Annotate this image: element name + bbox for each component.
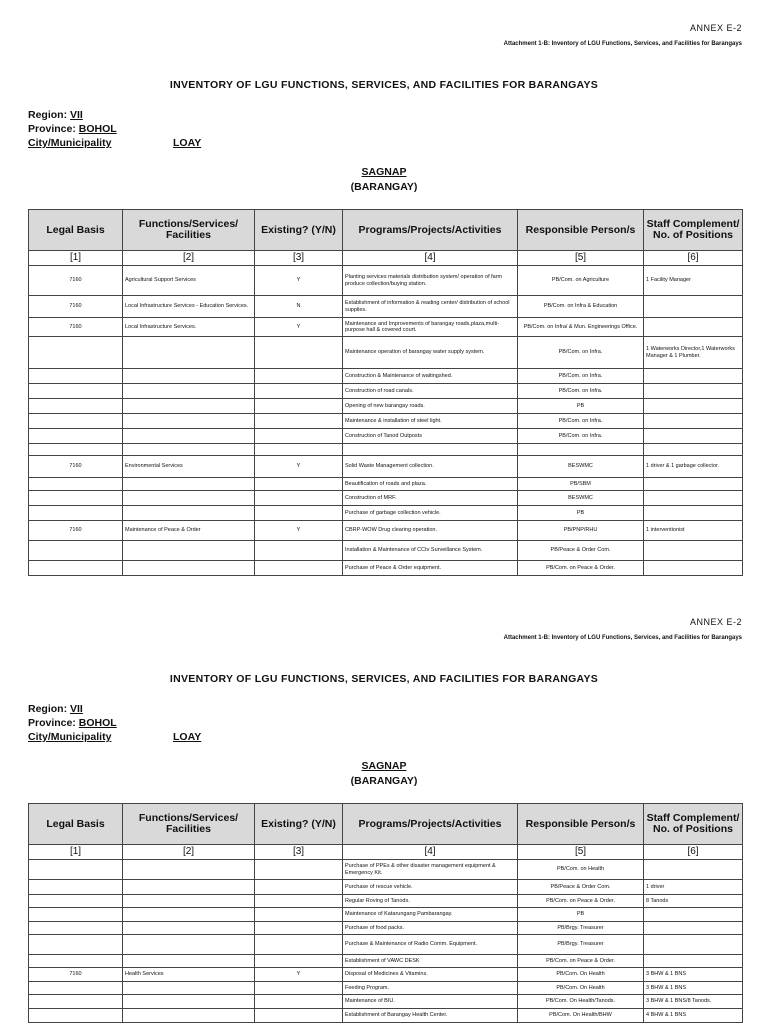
table-row [29, 935, 743, 955]
legal-basis-cell [29, 399, 123, 414]
existing-cell [255, 935, 343, 955]
existing-cell [255, 908, 343, 922]
column-number: [3] [255, 251, 343, 266]
responsible-cell: BESWMC [518, 456, 644, 478]
table-row [29, 369, 743, 384]
function-cell [123, 982, 255, 995]
table-row [29, 399, 743, 414]
responsible-cell: PB [518, 506, 644, 521]
legal-basis-cell: 7160 [29, 968, 123, 982]
legal-basis-cell [29, 491, 123, 506]
responsible-cell: PB/Com. On Health/BHW [518, 1009, 644, 1023]
responsible-cell: PB/Com. on Infra. [518, 369, 644, 384]
province-label: Province: [28, 123, 76, 135]
responsible-cell: PB/Brgy. Treasurer [518, 922, 644, 935]
responsible-cell: PB [518, 399, 644, 414]
province-value: BOHOL [78, 123, 117, 135]
responsible-cell: PB/Com. On Health [518, 968, 644, 982]
function-cell [123, 1009, 255, 1023]
program-cell: Planting services materials distribution system/ operation of farm produce collection/buying station. [343, 266, 518, 296]
column-header: Staff Complement/ No. of Positions [644, 804, 743, 845]
staff-cell [644, 414, 743, 429]
table-row [29, 456, 743, 478]
column-header: Programs/Projects/Activities [343, 804, 518, 845]
function-cell [123, 955, 255, 968]
program-cell: Opening of new barangay roads. [343, 399, 518, 414]
existing-cell [255, 506, 343, 521]
staff-cell [644, 444, 743, 456]
function-cell [123, 414, 255, 429]
legal-basis-cell [29, 860, 123, 880]
existing-cell [255, 895, 343, 908]
legal-basis-cell [29, 982, 123, 995]
existing-cell [255, 414, 343, 429]
table-row [29, 414, 743, 429]
annex-label: ANNEX E-2 [689, 23, 742, 33]
existing-cell [255, 561, 343, 576]
staff-cell [644, 369, 743, 384]
staff-cell [644, 935, 743, 955]
staff-cell [644, 318, 743, 337]
existing-cell [255, 982, 343, 995]
column-header: Programs/Projects/Activities [343, 210, 518, 251]
staff-cell [644, 955, 743, 968]
column-number: [5] [518, 845, 644, 860]
table-header-row [29, 210, 743, 251]
responsible-cell: PB/Com. on Health [518, 860, 644, 880]
function-cell [123, 860, 255, 880]
column-number: [1] [29, 251, 123, 266]
responsible-cell: PB/Peace & Order Com. [518, 541, 644, 561]
responsible-cell: PB/Com. on Peace & Order. [518, 895, 644, 908]
table-row [29, 860, 743, 880]
column-header: Responsible Person/s [518, 804, 644, 845]
city-value: LOAY [173, 731, 202, 743]
table-row [29, 478, 743, 491]
province-label: Province: [28, 717, 76, 729]
existing-cell [255, 337, 343, 369]
function-cell [123, 541, 255, 561]
table-row [29, 895, 743, 908]
column-header: Existing? (Y/N) [255, 210, 343, 251]
staff-cell: 1 interventionist [644, 521, 743, 541]
responsible-cell: PB/Com. on Infra. [518, 337, 644, 369]
existing-cell [255, 860, 343, 880]
existing-cell [255, 995, 343, 1009]
barangay-label: (BARANGAY) [350, 775, 418, 787]
table-row [29, 561, 743, 576]
legal-basis-cell [29, 922, 123, 935]
function-cell [123, 895, 255, 908]
program-cell: Purchase of PPEs & other disaster management equipment & Emergency Kit. [343, 860, 518, 880]
column-number: [5] [518, 251, 644, 266]
legal-basis-cell [29, 337, 123, 369]
function-cell [123, 491, 255, 506]
responsible-cell: PB/Brgy. Treasurer [518, 935, 644, 955]
program-cell: Construction of MRF. [343, 491, 518, 506]
staff-cell [644, 922, 743, 935]
program-cell: Regular Roving of Tanods. [343, 895, 518, 908]
existing-cell: N [255, 296, 343, 318]
program-cell: Maintenance and Improvements of barangay roads,plaza,multi-purpose hall & covered court. [343, 318, 518, 337]
table-row [29, 968, 743, 982]
responsible-cell [518, 444, 644, 456]
existing-cell [255, 429, 343, 444]
function-cell: Local Infrastructure Services. [123, 318, 255, 337]
program-cell: Purchase & Maintenance of Radio Comm. Equipment. [343, 935, 518, 955]
staff-cell: 4 BHW & 1 BNS [644, 1009, 743, 1023]
column-number: [6] [644, 251, 743, 266]
program-cell: Purchase of food packs. [343, 922, 518, 935]
region-value: VII [70, 109, 83, 121]
legal-basis-cell [29, 541, 123, 561]
region-line [28, 109, 83, 121]
legal-basis-cell [29, 444, 123, 456]
column-header: Staff Complement/ No. of Positions [644, 210, 743, 251]
program-cell: Feeding Program. [343, 982, 518, 995]
region-line [28, 703, 83, 715]
staff-cell [644, 296, 743, 318]
function-cell [123, 908, 255, 922]
function-cell [123, 369, 255, 384]
staff-cell: 1 Waterworks Director,1 Waterworks Manager & 1 Plumber. [644, 337, 743, 369]
responsible-cell: PB/Com. on Infra & Education [518, 296, 644, 318]
column-header: Functions/Services/ Facilities [123, 804, 255, 845]
staff-cell: 3 BHW & 1 BNS [644, 968, 743, 982]
existing-cell [255, 922, 343, 935]
column-number: [6] [644, 845, 743, 860]
legal-basis-cell [29, 414, 123, 429]
table-row [29, 318, 743, 337]
table-row [29, 908, 743, 922]
program-cell: Maintenance of BIU. [343, 995, 518, 1009]
table-row [29, 384, 743, 399]
attachment-subtitle: Attachment 1-B: Inventory of LGU Functions, Services, and Facilities for Barangays [503, 41, 742, 47]
legal-basis-cell: 7160 [29, 296, 123, 318]
existing-cell: Y [255, 318, 343, 337]
table-row [29, 995, 743, 1009]
table-row [29, 982, 743, 995]
column-header: Legal Basis [29, 210, 123, 251]
existing-cell [255, 384, 343, 399]
program-cell [343, 444, 518, 456]
function-cell: Environmental Services [123, 456, 255, 478]
function-cell [123, 337, 255, 369]
table-row [29, 506, 743, 521]
legal-basis-cell [29, 478, 123, 491]
table-row [29, 296, 743, 318]
program-cell: Construction of road canals. [343, 384, 518, 399]
region-label: Region: [28, 109, 68, 121]
staff-cell [644, 541, 743, 561]
program-cell: Construction & Maintenance of waitingshed. [343, 369, 518, 384]
existing-cell [255, 399, 343, 414]
column-header: Existing? (Y/N) [255, 804, 343, 845]
legal-basis-cell [29, 880, 123, 895]
column-number: [1] [29, 845, 123, 860]
existing-cell [255, 444, 343, 456]
responsible-cell: PB/Com. on Peace & Order. [518, 955, 644, 968]
program-cell: Disposal of Medicines & Vitamins. [343, 968, 518, 982]
responsible-cell: PB/Com. On Health [518, 982, 644, 995]
staff-cell [644, 478, 743, 491]
program-cell: Purchase of garbage collection vehicle. [343, 506, 518, 521]
legal-basis-cell [29, 506, 123, 521]
table-row [29, 337, 743, 369]
function-cell: Local Infrastructure Services - Education Services. [123, 296, 255, 318]
region-value: VII [70, 703, 83, 715]
existing-cell [255, 541, 343, 561]
staff-cell [644, 429, 743, 444]
attachment-subtitle: Attachment 1-B: Inventory of LGU Functions, Services, and Facilities for Barangays [503, 635, 742, 641]
function-cell: Maintenance of Peace & Order [123, 521, 255, 541]
report-title: INVENTORY OF LGU FUNCTIONS, SERVICES, AND FACILITIES FOR BARANGAYS [169, 673, 599, 685]
responsible-cell: PB/Com. on Infra/ & Mun. Engineerings Office. [518, 318, 644, 337]
responsible-cell: PB/Com. on Agriculture [518, 266, 644, 296]
program-cell: Maintenance & installation of steel light. [343, 414, 518, 429]
function-cell [123, 399, 255, 414]
legal-basis-cell [29, 895, 123, 908]
existing-cell [255, 955, 343, 968]
staff-cell [644, 399, 743, 414]
staff-cell [644, 384, 743, 399]
function-cell [123, 880, 255, 895]
column-number: [2] [123, 251, 255, 266]
column-number: [3] [255, 845, 343, 860]
staff-cell [644, 561, 743, 576]
column-header: Legal Basis [29, 804, 123, 845]
responsible-cell: PB/Com. on Infra. [518, 384, 644, 399]
staff-cell: 8 Tanods [644, 895, 743, 908]
function-cell: Agricultural Support Services [123, 266, 255, 296]
legal-basis-cell: 7160 [29, 318, 123, 337]
function-cell [123, 384, 255, 399]
column-number: [2] [123, 845, 255, 860]
existing-cell: Y [255, 968, 343, 982]
function-cell [123, 561, 255, 576]
legal-basis-cell [29, 1009, 123, 1023]
existing-cell [255, 1009, 343, 1023]
program-cell: Maintenance operation of barangay water supply system. [343, 337, 518, 369]
table-row [29, 444, 743, 456]
existing-cell [255, 369, 343, 384]
table-row [29, 491, 743, 506]
program-cell: Establishment of Barangay Health Center. [343, 1009, 518, 1023]
legal-basis-cell: 7160 [29, 266, 123, 296]
responsible-cell: PB/PNP/RHU [518, 521, 644, 541]
table-row [29, 266, 743, 296]
legal-basis-cell [29, 429, 123, 444]
function-cell [123, 935, 255, 955]
function-cell [123, 506, 255, 521]
program-cell: Purchase of Peace & Order equipment. [343, 561, 518, 576]
responsible-cell: PB [518, 908, 644, 922]
program-cell: Purchase of rescue vehicle. [343, 880, 518, 895]
legal-basis-cell [29, 561, 123, 576]
responsible-cell: PB/Peace & Order Com. [518, 880, 644, 895]
province-line [28, 123, 117, 135]
column-number-row [29, 251, 743, 266]
province-value: BOHOL [78, 717, 117, 729]
barangay-name: SAGNAP [361, 166, 407, 178]
existing-cell: Y [255, 456, 343, 478]
existing-cell: Y [255, 521, 343, 541]
staff-cell [644, 491, 743, 506]
column-header: Responsible Person/s [518, 210, 644, 251]
inventory-table [28, 803, 743, 1023]
legal-basis-cell [29, 955, 123, 968]
existing-cell [255, 491, 343, 506]
city-value: LOAY [173, 137, 202, 149]
table-header-row [29, 804, 743, 845]
responsible-cell: PB/Com. on Peace & Order. [518, 561, 644, 576]
legal-basis-cell [29, 935, 123, 955]
program-cell: Construction of Tanod Outposts [343, 429, 518, 444]
legal-basis-cell [29, 995, 123, 1009]
report-title: INVENTORY OF LGU FUNCTIONS, SERVICES, AND FACILITIES FOR BARANGAYS [169, 79, 599, 91]
city-label: City/Municipality [28, 137, 112, 149]
existing-cell [255, 478, 343, 491]
column-header: Functions/Services/ Facilities [123, 210, 255, 251]
program-cell: Establishment of information & reading center/ distribution of school supplies. [343, 296, 518, 318]
legal-basis-cell [29, 908, 123, 922]
function-cell [123, 922, 255, 935]
column-number: [4] [343, 251, 518, 266]
responsible-cell: PB/Com. on Infra. [518, 414, 644, 429]
city-label: City/Municipality [28, 731, 112, 743]
responsible-cell: PB/SBM [518, 478, 644, 491]
legal-basis-cell: 7160 [29, 521, 123, 541]
program-cell: Installation & Maintenance of CCtv Surveillance System. [343, 541, 518, 561]
program-cell: Beautification of roads and plaza. [343, 478, 518, 491]
staff-cell: 1 Facility Manager [644, 266, 743, 296]
province-line [28, 717, 117, 729]
annex-label: ANNEX E-2 [689, 617, 742, 627]
staff-cell [644, 506, 743, 521]
responsible-cell: PB/Com. on Infra. [518, 429, 644, 444]
existing-cell: Y [255, 266, 343, 296]
staff-cell: 1 driver [644, 880, 743, 895]
legal-basis-cell: 7160 [29, 456, 123, 478]
existing-cell [255, 880, 343, 895]
function-cell [123, 995, 255, 1009]
barangay-label: (BARANGAY) [350, 181, 418, 193]
table-row [29, 521, 743, 541]
function-cell [123, 444, 255, 456]
legal-basis-cell [29, 384, 123, 399]
staff-cell [644, 908, 743, 922]
staff-cell: 1 driver & 1 garbage collector. [644, 456, 743, 478]
staff-cell: 3 BHW & 1 BNS/8 Tanods. [644, 995, 743, 1009]
table-row [29, 541, 743, 561]
staff-cell: 3 BHW & 1 BNS [644, 982, 743, 995]
table-row [29, 955, 743, 968]
staff-cell [644, 860, 743, 880]
column-number: [4] [343, 845, 518, 860]
program-cell: CBRP-WOW Drug clearing operation. [343, 521, 518, 541]
program-cell: Establishment of VAWC DESK [343, 955, 518, 968]
barangay-name: SAGNAP [361, 760, 407, 772]
table-row [29, 880, 743, 895]
responsible-cell: BESWMC [518, 491, 644, 506]
region-label: Region: [28, 703, 68, 715]
program-cell: Maintenance of Katarungang Pambarangay. [343, 908, 518, 922]
program-cell: Solid Waste Management collection. [343, 456, 518, 478]
table-row [29, 1009, 743, 1023]
function-cell [123, 478, 255, 491]
column-number-row [29, 845, 743, 860]
table-row [29, 922, 743, 935]
table-row [29, 429, 743, 444]
responsible-cell: PB/Com. On Health/Tanods. [518, 995, 644, 1009]
inventory-table [28, 209, 743, 576]
function-cell: Health Services [123, 968, 255, 982]
function-cell [123, 429, 255, 444]
legal-basis-cell [29, 369, 123, 384]
